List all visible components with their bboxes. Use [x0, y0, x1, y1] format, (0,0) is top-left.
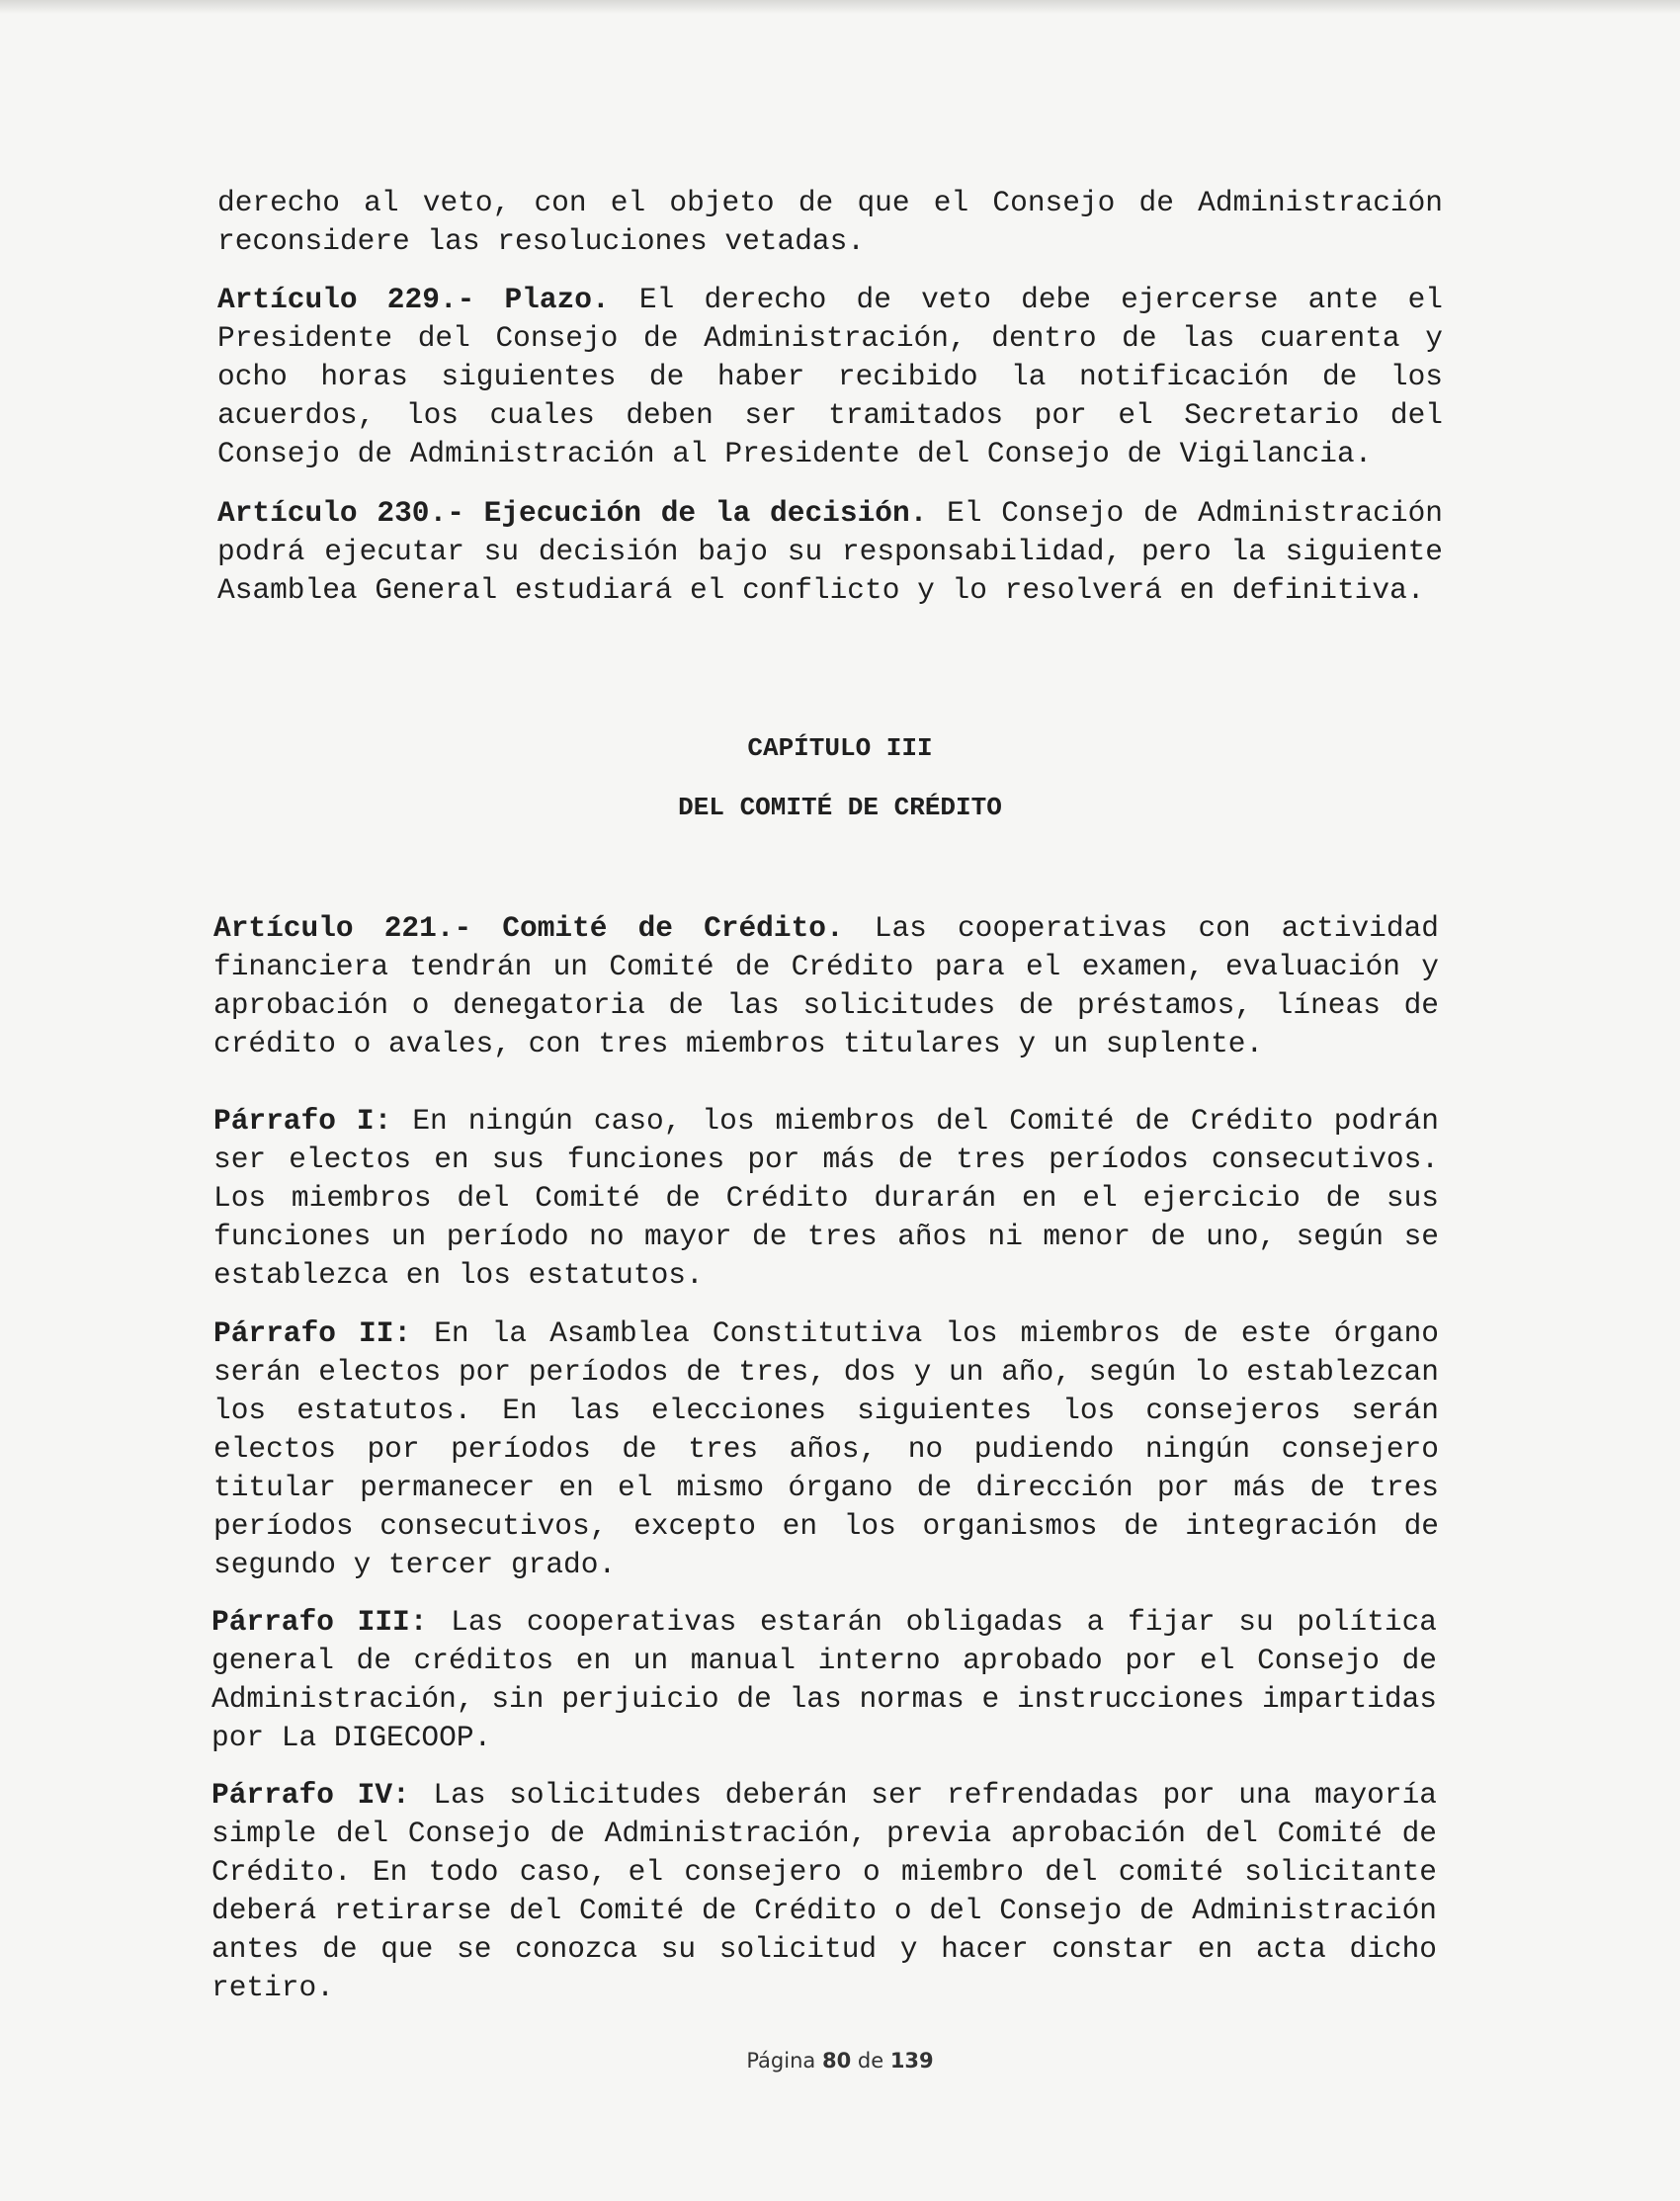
paragraph-ii-heading: Párrafo II: — [213, 1316, 412, 1350]
footer-total-pages: 139 — [889, 2049, 934, 2073]
footer-of-label: de — [857, 2049, 884, 2073]
paragraph-i — [213, 1102, 1439, 1295]
intro-text: derecho al veto, con el objeto de que el Consejo de Administración reconsidere las resoluciones vetadas. — [217, 186, 1443, 258]
article-229-text: El derecho de veto debe ejercerse ante el Presidente del Consejo de Administración, dentro de las cuarenta y ocho horas siguientes de haber recibido la notificación de los acuerdos, los cuales deben ser tramitados por el Secretario del Consejo de Administración al Presidente del Consejo de Vigilancia. — [217, 283, 1443, 470]
article-221-text: Las cooperativas con actividad financiera tendrán un Comité de Crédito para el examen, evaluación y aprobación o denegatoria de las solicitudes de préstamos, líneas de crédito o avales, con tres miembros titulares y un suplente. — [213, 911, 1439, 1060]
article-230 — [217, 494, 1443, 610]
footer-page-label: Página — [746, 2049, 816, 2073]
article-229 — [217, 281, 1443, 473]
article-229-heading: Artículo 229.- Plazo. — [217, 283, 610, 316]
paragraph-iii-heading: Párrafo III: — [211, 1605, 428, 1639]
article-221-heading: Artículo 221.- Comité de Crédito. — [213, 911, 844, 945]
paragraph-i-text: En ningún caso, los miembros del Comité de Crédito podrán ser electos en sus funciones por más de tres períodos consecutivos. Los miembros del Comité de Crédito durarán en el ejercicio de sus funciones un período no mayor de tres años ni menor de uno, según se establezca en los estatutos. — [213, 1104, 1439, 1292]
paragraph-iv-heading: Párrafo IV: — [211, 1778, 410, 1812]
article-230-heading: Artículo 230.- Ejecución de la decisión. — [217, 496, 928, 530]
chapter-title: CAPÍTULO III — [747, 733, 933, 763]
paragraph-iv-text: Las solicitudes deberán ser refrendadas por una mayoría simple del Consejo de Administración, previa aprobación del Comité de Crédito. En todo caso, el consejero o miembro del comité solicitante deberá retirarse del Comité de Crédito o del Consejo de Administración antes de que se conozca su solicitud y hacer constar en acta dicho retiro. — [211, 1778, 1437, 2004]
page-number-footer — [0, 2049, 1680, 2073]
intro-paragraph — [217, 184, 1443, 261]
paragraph-ii — [213, 1314, 1439, 1584]
article-230-text: El Consejo de Administración podrá ejecutar su decisión bajo su responsabilidad, pero la siguiente Asamblea General estudiará el conflicto y lo resolverá en definitiva. — [217, 496, 1443, 607]
paragraph-iii-text: Las cooperativas estarán obligadas a fijar su política general de créditos en un manual interno aprobado por el Consejo de Administración, sin perjuicio de las normas e instrucciones impartidas por La DIGECOOP. — [211, 1605, 1437, 1754]
footer-current-page: 80 — [821, 2049, 852, 2073]
paragraph-i-heading: Párrafo I: — [213, 1104, 392, 1138]
paragraph-ii-text: En la Asamblea Constitutiva los miembros de este órgano serán electos por períodos de tres, dos y un año, según lo establezcan los estatutos. En las elecciones siguientes los consejeros serán electos por períodos de tres años, no pudiendo ningún consejero titular permanecer en el mismo órgano de dirección por más de tres períodos consecutivos, excepto en los organismos de integración de segundo y tercer grado. — [213, 1316, 1439, 1581]
chapter-subtitle: DEL COMITÉ DE CRÉDITO — [678, 793, 1002, 822]
scan-edge — [0, 0, 1680, 14]
article-221 — [213, 909, 1439, 1063]
paragraph-iv — [211, 1776, 1437, 2007]
paragraph-iii — [211, 1603, 1437, 1757]
